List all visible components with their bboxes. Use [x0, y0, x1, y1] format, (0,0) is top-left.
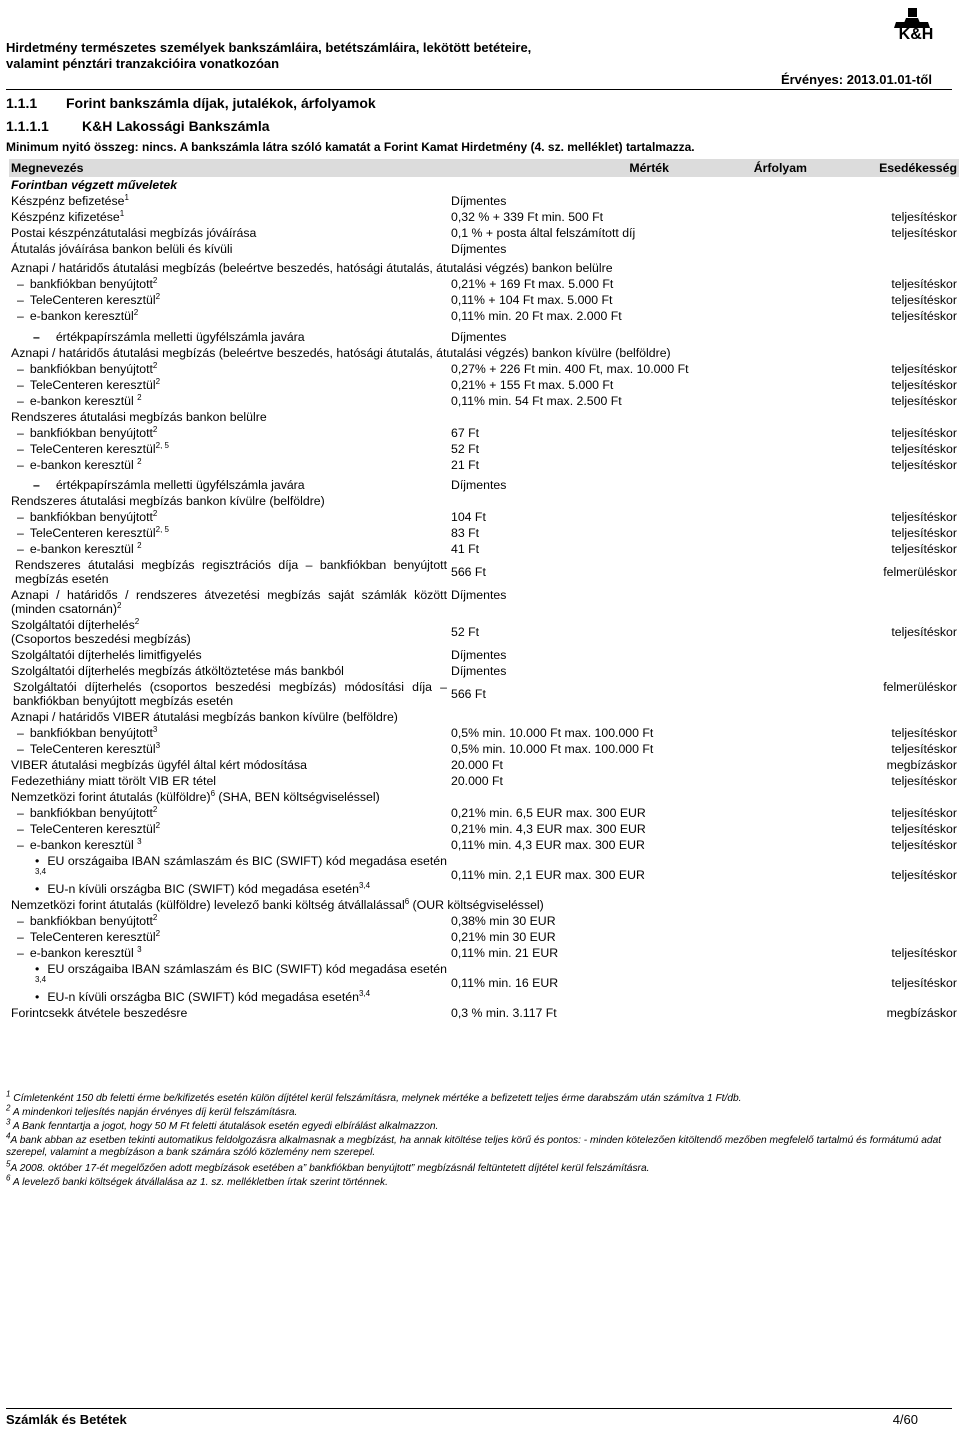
row-fee: 0,21% + 169 Ft max. 5.000 Ft [451, 277, 614, 291]
table-row [9, 929, 959, 945]
footnote: $^2$ A mindenkori teljesítés napján érvényes díj kerül felszámításra. [6, 1103, 298, 1118]
row-name: – bankfiókban benyújtott$^2$ [9, 276, 449, 292]
table-row [9, 209, 959, 225]
table-row [9, 541, 959, 557]
table-row [9, 773, 959, 789]
header-due: Esedékesség [809, 159, 959, 177]
table-row [9, 913, 959, 929]
table-row [9, 441, 959, 457]
section-title: Forint bankszámla díjak, jutalékok, árfolyamok [66, 95, 376, 111]
row-name: Forintcsekk átvétele beszedésre [11, 1006, 188, 1020]
row-due: teljesítéskor [891, 946, 957, 960]
table-row [9, 557, 959, 587]
section-heading-2 [6, 118, 270, 134]
footnote: $^5$A 2008. október 17-ét megelőzően adott megbízások esetében a” bankfiókban benyújtott” megbízásnál feltüntetett díjtétel kerül felszámításra. [6, 1159, 650, 1174]
row-due: teljesítéskor [891, 868, 957, 882]
table-row [9, 225, 959, 241]
header-exchange: Árfolyam [719, 159, 809, 177]
row-fee: 566 Ft [451, 565, 486, 579]
row-name: Átutalás jóváírása bankon belüli és kívüli [11, 242, 233, 256]
row-due: teljesítéskor [891, 293, 957, 307]
row-fee: 52 Ft [451, 442, 480, 456]
row-due: felmerüléskor [883, 680, 957, 694]
row-due: teljesítéskor [891, 510, 957, 524]
row-due: teljesítéskor [891, 458, 957, 472]
row-due: teljesítéskor [891, 976, 957, 990]
row-due: teljesítéskor [891, 442, 957, 456]
row-due: teljesítéskor [891, 378, 957, 392]
table-row [9, 276, 959, 292]
table-row [9, 587, 959, 617]
row-due: teljesítéskor [891, 226, 957, 240]
row-name: – e-bankon keresztül $^3$ [9, 945, 449, 961]
row-due [809, 663, 959, 679]
title-line-1: Hirdetmény természetes személyek bankszámláira, betétszámláira, lekötött betéteire, [6, 40, 532, 55]
fee-table [9, 159, 959, 1021]
table-row [9, 663, 959, 679]
row-due: megbízáskor [886, 1006, 957, 1020]
row-fee: 20.000 Ft [451, 774, 503, 788]
row-name: – bankfiókban benyújtott$^2$ [9, 805, 449, 821]
table-row [9, 617, 959, 647]
table-row [9, 193, 959, 209]
row-due [809, 929, 959, 945]
footnote: $^1$ Címletenként 150 db feletti érme be/kifizetés esetén külön díjtétel kerül felszámításra, melynek mértéke a befizetett teljes érme darabszám után számítva 1 Ft/db. [6, 1089, 742, 1104]
table-row [9, 393, 959, 409]
logo-text: K&H [898, 26, 934, 43]
table-row [9, 945, 959, 961]
row-name: – értékpapírszámla melletti ügyfélszámla javára [9, 324, 449, 345]
row-due: megbízáskor [886, 758, 957, 772]
row-fee: 67 Ft [451, 426, 480, 440]
row-due [809, 587, 959, 617]
row-due: teljesítéskor [891, 542, 957, 556]
row-due [809, 241, 959, 257]
row-fee: 83 Ft [451, 526, 480, 540]
row-fee: 0,21% min. 6,5 EUR max. 300 EUR [451, 806, 646, 820]
section-number: 1.1.1 [6, 95, 38, 111]
row-due: teljesítéskor [891, 210, 957, 224]
row-due: teljesítéskor [891, 726, 957, 740]
row-name: – TeleCenteren keresztül$^2$ [9, 821, 449, 837]
row-fee: 0,3 % min. 3.117 Ft [451, 1006, 557, 1020]
table-row [9, 241, 959, 257]
group-row [9, 257, 959, 276]
row-due [809, 193, 959, 209]
row-name: Aznapi / határidős átutalási megbízás (beleértve beszedés, hatósági átutalás, átutalási végzés) bankon kívülre (belföldre) [11, 346, 671, 360]
row-name: Készpénz befizetése$^1$ [11, 192, 129, 208]
table-row [9, 425, 959, 441]
section-heading-1 [6, 95, 376, 111]
row-name: – e-bankon keresztül $^3$ [9, 837, 449, 853]
table-row [9, 1005, 959, 1021]
row-name: Nemzetközi forint átutalás (külföldre) levelező banki költség átvállalással$^6$ (OUR költségviseléssel) [11, 896, 544, 912]
table-row [9, 525, 959, 541]
footnote: $^6$ A levelező banki költségek átvállalása az 1. sz. mellékletben írtak szerint történnek. [6, 1173, 388, 1188]
row-fee: 41 Ft [451, 542, 480, 556]
row-fee: 0,38% min 30 EUR [451, 914, 556, 928]
row-name: Szolgáltatói díjterhelés$^2$ (Csoportos beszedési megbízás) [11, 616, 191, 646]
row-name: – TeleCenteren keresztül$^3$ [9, 741, 449, 757]
row-name: – bankfiókban benyújtott$^2$ [9, 913, 449, 929]
header-name: Megnevezés [9, 159, 449, 177]
row-fee: 104 Ft [451, 510, 486, 524]
row-name: Rendszeres átutalási megbízás bankon belülre [11, 410, 267, 424]
row-fee: 0,21% min 30 EUR [451, 930, 556, 944]
row-fee: Díjmentes [451, 588, 507, 602]
table-row [9, 457, 959, 473]
row-due: teljesítéskor [891, 394, 957, 408]
row-due: felmerüléskor [883, 565, 957, 579]
row-fee: 0,11% min. 16 EUR [451, 976, 559, 990]
table-row [9, 473, 959, 493]
row-due: teljesítéskor [891, 277, 957, 291]
table-row [9, 377, 959, 393]
table-row [9, 757, 959, 773]
table-row [9, 741, 959, 757]
row-fee: 0,11% min. 54 Ft max. 2.500 Ft [451, 394, 622, 408]
group-row [9, 709, 959, 725]
row-name: • EU országaiba IBAN számlaszám és BIC (SWIFT) kód megadása esetén $^{3,4}$ • EU-n kívüli országba BIC (SWIFT) kód megadása esetén$^{3,4}$ [9, 961, 449, 1005]
group-row [9, 897, 959, 913]
row-name: – TeleCenteren keresztül$^2$ [9, 929, 449, 945]
group-row [9, 789, 959, 805]
table-row [9, 679, 959, 709]
table-row [9, 324, 959, 345]
section-row [9, 177, 959, 193]
section-title: Forintban végzett műveletek [11, 178, 178, 192]
group-row [9, 345, 959, 361]
row-due: teljesítéskor [891, 309, 957, 323]
table-row [9, 805, 959, 821]
header-rate: Mérték [449, 159, 719, 177]
table-row [9, 509, 959, 525]
row-name: – bankfiókban benyújtott$^2$ [9, 361, 449, 377]
row-name: Nemzetközi forint átutalás (külföldre)$^6$ (SHA, BEN költségviseléssel) [11, 788, 380, 804]
row-name: – TeleCenteren keresztül$^{2, 5}$ [9, 441, 449, 457]
row-name: Fedezethiány miatt törölt VIB ER tétel [11, 774, 217, 788]
footer-divider [6, 1408, 952, 1409]
row-due: teljesítéskor [891, 806, 957, 820]
row-name: – bankfiókban benyújtott$^2$ [9, 425, 449, 441]
row-name: • EU országaiba IBAN számlaszám és BIC (SWIFT) kód megadása esetén $^{3,4}$ • EU-n kívüli országba BIC (SWIFT) kód megadása esetén$^{3,4}$ [9, 853, 449, 897]
row-fee: Díjmentes [451, 242, 507, 256]
row-fee: 0,27% + 226 Ft min. 400 Ft, max. 10.000 Ft [451, 362, 689, 376]
row-due [809, 647, 959, 663]
row-due: teljesítéskor [891, 426, 957, 440]
row-fee: 0,32 % + 339 Ft min. 500 Ft [451, 210, 604, 224]
row-name: – e-bankon keresztül $^2$ [9, 541, 449, 557]
row-name: VIBER átutalási megbízás ügyfél által kért módosítása [11, 758, 307, 772]
row-name: Szolgáltatói díjterhelés limitfigyelés [11, 648, 202, 662]
row-fee: Díjmentes [451, 648, 507, 662]
title-line-2: valamint pénztári tranzakcióira vonatkozóan [6, 56, 280, 71]
row-name: – e-bankon keresztül$^2$ [9, 308, 449, 324]
row-due [809, 324, 959, 345]
table-row [9, 308, 959, 324]
row-fee: 0,5% min. 10.000 Ft max. 100.000 Ft [451, 742, 654, 756]
table-row [9, 821, 959, 837]
document-title [6, 40, 531, 72]
table-row [9, 292, 959, 308]
table-row [9, 725, 959, 741]
row-name: – bankfiókban benyújtott$^3$ [9, 725, 449, 741]
row-fee: 0,11% + 104 Ft max. 5.000 Ft [451, 293, 613, 307]
row-fee: Díjmentes [451, 478, 507, 492]
section-title: K&H Lakossági Bankszámla [82, 118, 270, 134]
table-row [9, 961, 959, 1005]
header-divider [6, 89, 952, 90]
row-fee: 0,11% min. 20 Ft max. 2.000 Ft [451, 309, 622, 323]
row-fee: 0,21% min. 4,3 EUR max. 300 EUR [451, 822, 646, 836]
row-due: teljesítéskor [891, 838, 957, 852]
validity-date: Érvényes: 2013.01.01-től [780, 72, 932, 87]
table-row [9, 837, 959, 853]
row-name: Rendszeres átutalási megbízás bankon kívülre (belföldre) [11, 494, 325, 508]
table-row [9, 647, 959, 663]
section-number: 1.1.1.1 [6, 118, 49, 134]
row-fee: 0,11% min. 2,1 EUR max. 300 EUR [451, 868, 645, 882]
row-due: teljesítéskor [891, 362, 957, 376]
row-due: teljesítéskor [891, 625, 957, 639]
row-due: teljesítéskor [891, 742, 957, 756]
kh-logo-icon [882, 6, 946, 28]
row-due [809, 473, 959, 493]
row-fee: 20.000 Ft [451, 758, 503, 772]
row-name: Aznapi / határidős / rendszeres átvezetési megbízás saját számlák között (minden csatornán)$^2$ [11, 588, 447, 616]
group-row [9, 409, 959, 425]
row-name: – TeleCenteren keresztül$^2$ [9, 377, 449, 393]
row-fee: Díjmentes [451, 330, 507, 344]
row-name: – TeleCenteren keresztül$^{2, 5}$ [9, 525, 449, 541]
row-name: – TeleCenteren keresztül$^2$ [9, 292, 449, 308]
row-name: Rendszeres átutalási megbízás regisztrációs díja – bankfiókban benyújtott megbízás esetén [15, 558, 447, 586]
row-fee: 0,11% min. 4,3 EUR max. 300 EUR [451, 838, 645, 852]
row-due: teljesítéskor [891, 774, 957, 788]
row-name: – e-bankon keresztül $^2$ [9, 393, 449, 409]
group-row [9, 493, 959, 509]
table-row [9, 853, 959, 897]
row-due: teljesítéskor [891, 822, 957, 836]
row-name: Aznapi / határidős átutalási megbízás (beleértve beszedés, hatósági átutalás, átutalási végzés) bankon belülre [11, 261, 613, 275]
row-due [809, 913, 959, 929]
row-name: Készpénz kifizetése$^1$ [11, 208, 125, 224]
intro-text: Minimum nyitó összeg: nincs. A bankszámla látra szóló kamatát a Forint Kamat Hirdetmény (4. sz. melléklet) tartalmazza. [6, 140, 695, 154]
row-fee: 0,1 % + posta által felszámított díj [451, 226, 636, 240]
row-fee: 566 Ft [451, 687, 486, 701]
row-fee: 21 Ft [451, 458, 480, 472]
row-name: – e-bankon keresztül $^2$ [9, 457, 449, 473]
page-number: 4/60 [892, 1412, 918, 1427]
row-fee: 0,11% min. 21 EUR [451, 946, 559, 960]
row-name: Postai készpénzátutalási megbízás jóváírása [11, 226, 257, 240]
row-due: teljesítéskor [891, 526, 957, 540]
table-header-row [9, 159, 959, 177]
kh-logo [882, 6, 946, 44]
row-name: Aznapi / határidős VIBER átutalási megbízás bankon kívülre (belföldre) [11, 710, 398, 724]
row-fee: Díjmentes [451, 664, 507, 678]
footnote: $^3$ A Bank fenntartja a jogot, hogy 50 M Ft feletti átutalások esetén egyedi elbírálást alkalmazzon. [6, 1117, 439, 1132]
row-fee: 52 Ft [451, 625, 480, 639]
row-name: Szolgáltatói díjterhelés (csoportos beszedési megbízás) módosítási díja – bankfiókban benyújtott megbízás esetén [13, 680, 447, 708]
row-fee: 0,5% min. 10.000 Ft max. 100.000 Ft [451, 726, 654, 740]
row-fee: Díjmentes [451, 194, 507, 208]
footer-section-name: Számlák és Betétek [6, 1412, 127, 1427]
row-name: – bankfiókban benyújtott$^2$ [9, 509, 449, 525]
row-name: – értékpapírszámla melletti ügyfélszámla javára [9, 473, 449, 493]
table-row [9, 361, 959, 377]
footnote: $^4$A bank abban az esetben tekinti automatikus feldolgozásra alkalmasnak a megbízást, ha annak kitöltése teljes körű és pontos: - minden kötelezően kitöltendő mezőben megfelelő tartalmú és formátumú adat szerepel, valamint a megbízáson a bank számára szóló közlemény nem szerepel. [6, 1131, 942, 1158]
row-fee: 0,21% + 155 Ft max. 5.000 Ft [451, 378, 614, 392]
row-name: Szolgáltatói díjterhelés megbízás átköltöztetése más bankból [11, 664, 344, 678]
